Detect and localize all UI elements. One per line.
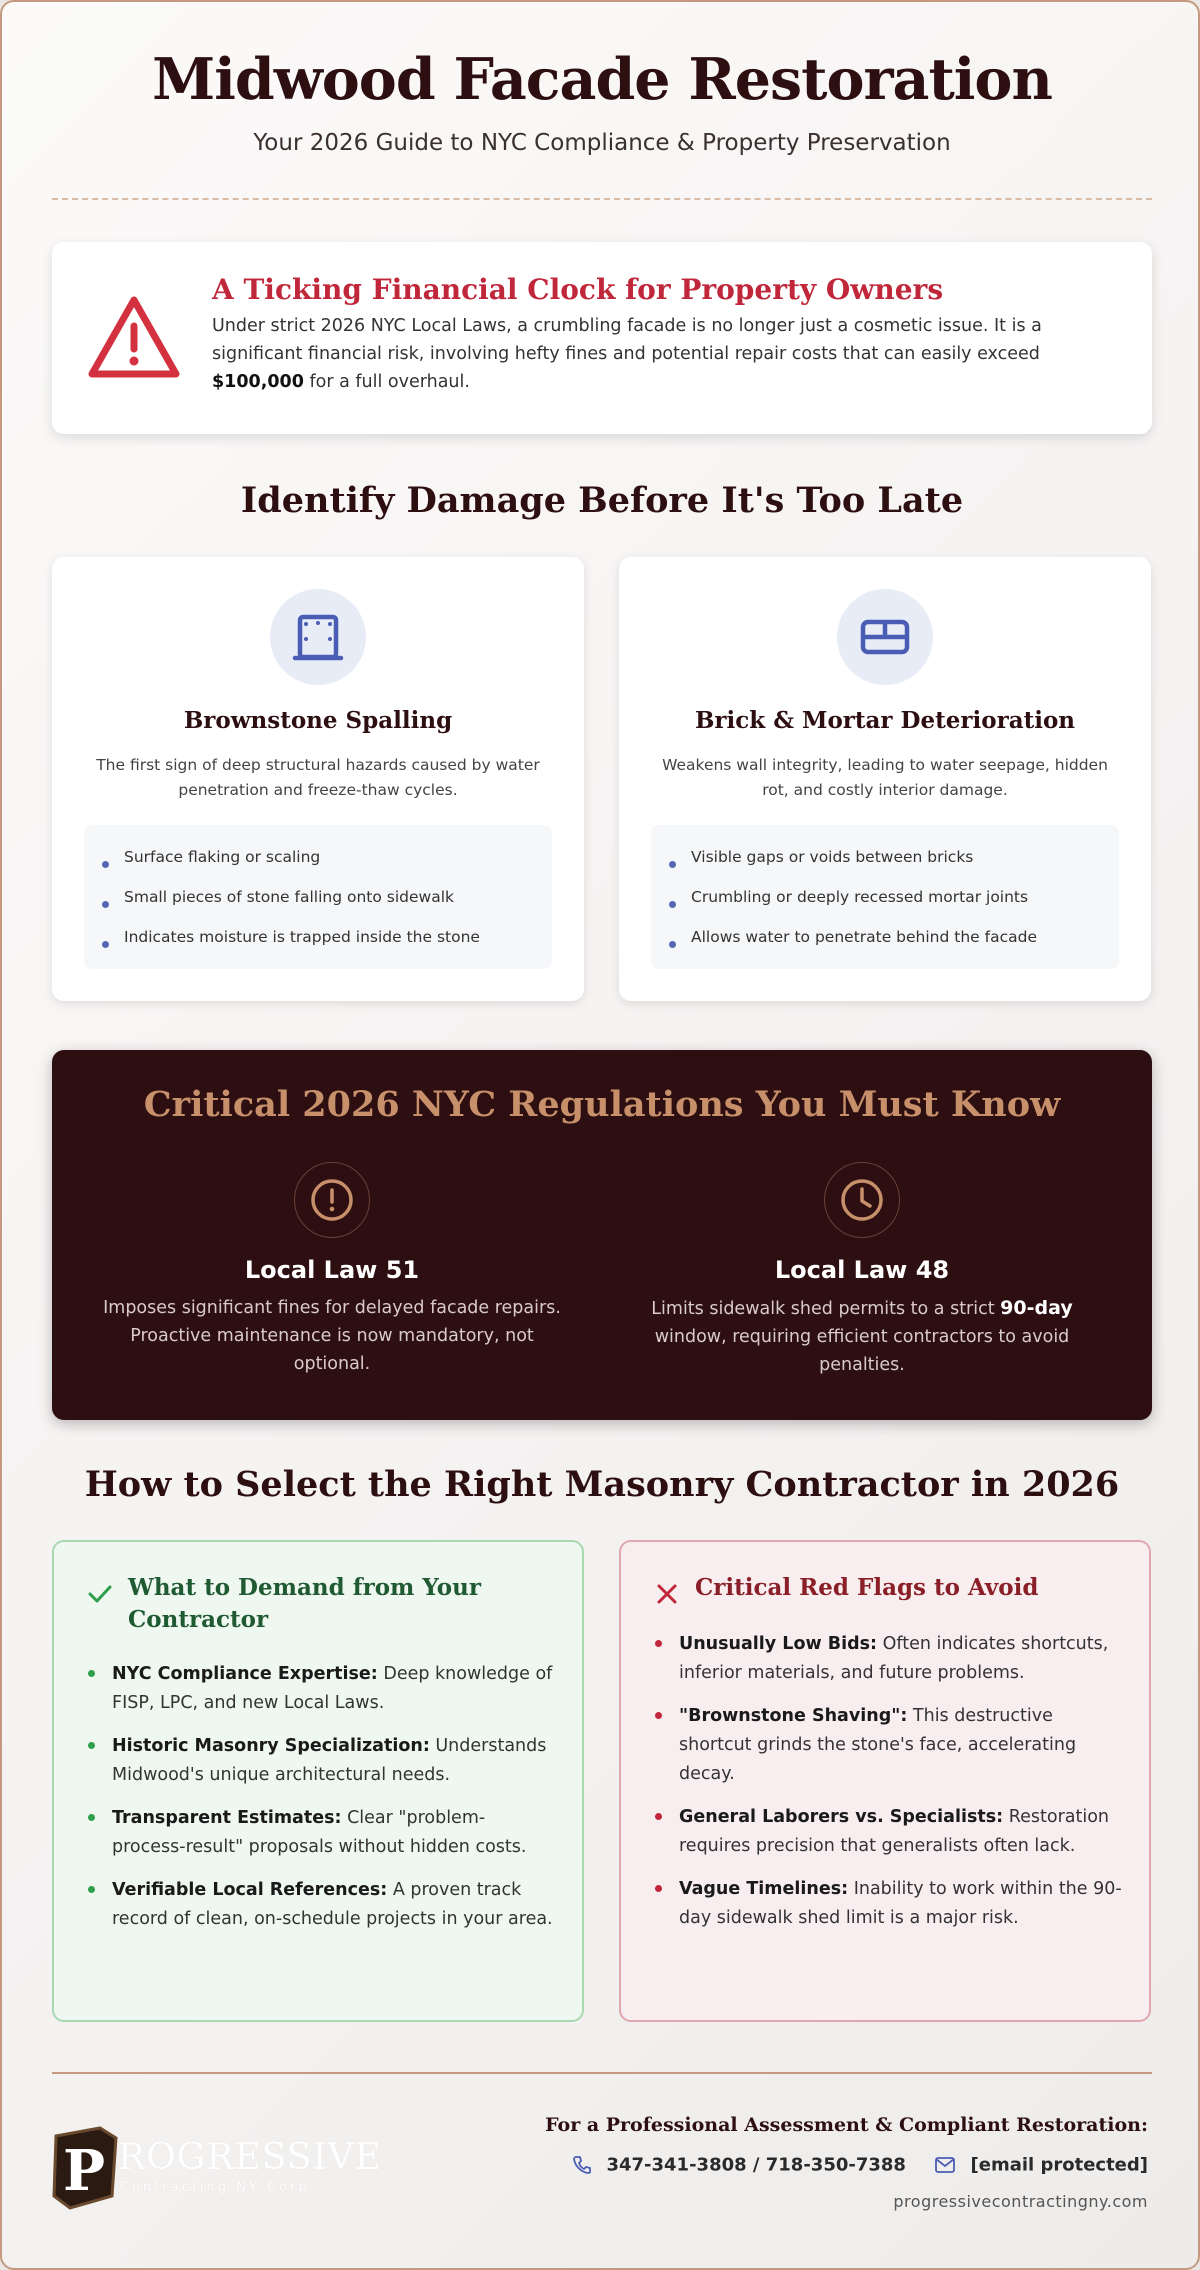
damage-card-title: Brownstone Spalling: [183, 707, 453, 734]
phone-icon: [572, 2155, 592, 2175]
list-item: Surface flaking or scaling: [102, 837, 536, 877]
red-flags-title: Critical Red Flags to Avoid: [695, 1574, 1039, 1601]
logo-text: ROGRESSIVE: [118, 2137, 382, 2178]
list-item: Verifiable Local References: A proven track record of clean, on-schedule projects in your area.: [86, 1876, 556, 1934]
regulations-title: Critical 2026 NYC Regulations You Must Know: [143, 1084, 1061, 1125]
website-link[interactable]: progressivecontractingny.com: [893, 2191, 1148, 2211]
damage-section-title: Identify Damage Before It's Too Late: [240, 480, 964, 521]
company-logo: [50, 2126, 382, 2210]
list-item: NYC Compliance Expertise: Deep knowledge of FISP, LPC, and new Local Laws.: [86, 1660, 556, 1718]
brownstone-spalling-card: [52, 557, 584, 1001]
list-item: General Laborers vs. Specialists: Restoration requires precision that generalists often lack.: [653, 1803, 1123, 1861]
damage-sign-list: [84, 825, 552, 969]
footer-divider: [52, 2072, 1152, 2074]
alert-amount: $100,000: [212, 372, 304, 392]
alert-circle-icon: [309, 1177, 355, 1223]
list-item: "Brownstone Shaving": This destructive shortcut grinds the stone's face, accelerating decay.: [653, 1702, 1123, 1789]
logo-letter: P: [62, 2138, 106, 2204]
alert-text: Under strict 2026 NYC Local Laws, a crumbling facade is no longer just a cosmetic issue. It is a significant financial risk, involving hefty fines and potential repair costs that can easily exceed $100,000 for a full overhaul.: [212, 316, 1042, 392]
page-title: Midwood Facade Restoration: [152, 46, 1052, 113]
regulation-name: Local Law 51: [244, 1256, 420, 1284]
header: [52, 42, 1152, 156]
header-divider: [52, 198, 1152, 200]
email-icon: [934, 2156, 956, 2174]
page-subtitle: Your 2026 Guide to NYC Compliance & Property Preservation: [253, 130, 951, 156]
local-law-51: [92, 1162, 572, 1378]
contact-row: [448, 2154, 1148, 2176]
demand-list: [86, 1660, 556, 1948]
brick-wall-icon: [857, 609, 913, 665]
red-flags-card: [619, 1540, 1151, 2022]
list-item: Transparent Estimates: Clear "problem-process-result" proposals without hidden costs.: [86, 1804, 556, 1862]
clock-icon: [839, 1177, 885, 1223]
red-flags-list: [653, 1630, 1123, 1947]
damage-card-desc: The first sign of deep structural hazards caused by water penetration and freeze-thaw cycles.: [96, 756, 540, 799]
cta-text: For a Professional Assessment & Compliant Restoration:: [545, 2114, 1148, 2136]
financial-alert-card: [52, 242, 1152, 434]
demand-title: What to Demand from Your Contractor: [128, 1574, 481, 1633]
list-item: Unusually Low Bids: Often indicates shortcuts, inferior materials, and future problems.: [653, 1630, 1123, 1688]
logo-emblem-icon: [50, 2126, 120, 2210]
list-item: Indicates moisture is trapped inside the stone: [102, 917, 536, 957]
list-item: Historic Masonry Specialization: Understands Midwood's unique architectural needs.: [86, 1732, 556, 1790]
contractor-section-title: How to Select the Right Masonry Contractor in 2026: [84, 1464, 1120, 1505]
checkmark-icon: [86, 1580, 114, 1608]
regulation-text: Imposes significant fines for delayed facade repairs. Proactive maintenance is now mandatory, not optional.: [103, 1298, 561, 1374]
contact-block: [448, 2114, 1148, 2211]
list-item: Allows water to penetrate behind the facade: [669, 917, 1103, 957]
local-law-48: [622, 1162, 1102, 1379]
list-item: Vague Timelines: Inability to work within the 90-day sidewalk shed limit is a major risk.: [653, 1875, 1123, 1933]
x-mark-icon: [653, 1580, 681, 1608]
damage-card-desc: Weakens wall integrity, leading to water seepage, hidden rot, and costly interior damage.: [662, 756, 1108, 799]
regulation-highlight: 90-day: [1000, 1297, 1073, 1319]
list-item: Visible gaps or voids between bricks: [669, 837, 1103, 877]
damage-sign-list: [651, 825, 1119, 969]
email-link[interactable]: [email protected]: [970, 2154, 1148, 2176]
brownstone-facade-icon: [290, 609, 346, 665]
alert-title: A Ticking Financial Clock for Property Owners: [212, 273, 944, 306]
brick-mortar-card: [619, 557, 1151, 1001]
logo-tagline: Contracting NY Corp: [120, 2180, 310, 2195]
damage-card-title: Brick & Mortar Deterioration: [694, 707, 1076, 734]
regulation-name: Local Law 48: [774, 1256, 950, 1284]
warning-triangle-icon: [86, 294, 182, 380]
demand-card: [52, 1540, 584, 2022]
list-item: Crumbling or deeply recessed mortar joints: [669, 877, 1103, 917]
regulation-text: Limits sidewalk shed permits to a strict 90-day window, requiring efficient contractors to avoid penalties.: [651, 1297, 1073, 1375]
list-item: Small pieces of stone falling onto sidewalk: [102, 877, 536, 917]
phone-numbers[interactable]: 347-341-3808 / 718-350-7388: [606, 2154, 906, 2176]
regulations-panel: [52, 1050, 1152, 1420]
